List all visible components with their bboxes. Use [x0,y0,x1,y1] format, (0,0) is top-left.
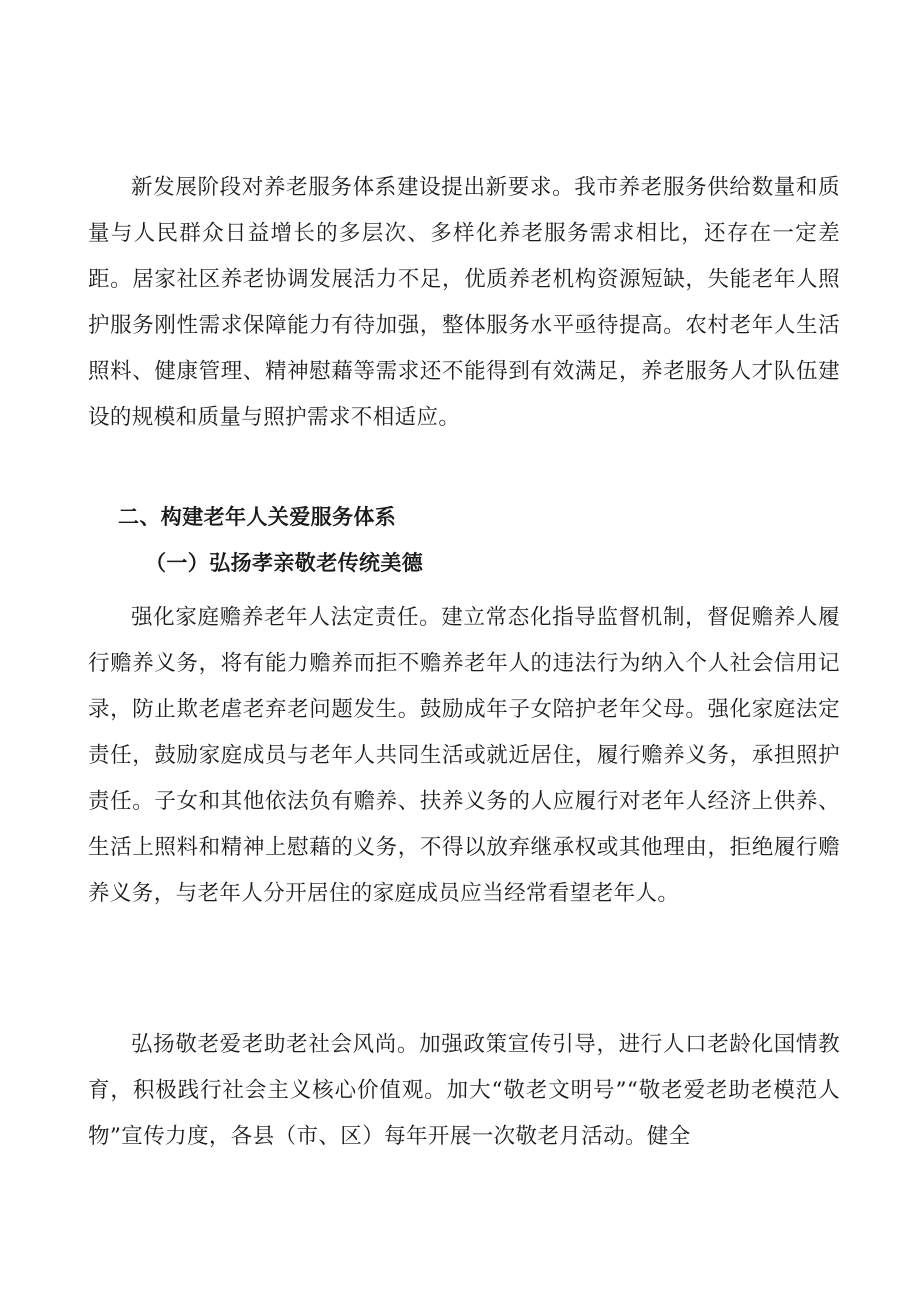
body-paragraph: 新发展阶段对养老服务体系建设提出新要求。我市养老服务供给数量和质量与人民群众日益增长的多层次、多样化养老服务需求相比，还存在一定差距。居家社区养老协调发展活力不足，优质养老机构资源短缺，失能老年人照护服务刚性需求保障能力有待加强，整体服务水平亟待提高。农村老年人生活照料、健康管理、精神慰藉等需求还不能得到有效满足，养老服务人才队伍建设的规模和质量与照护需求不相适应。 [88,175,840,430]
section-heading: 二、构建老年人关爱服务体系 [118,504,397,529]
body-paragraph: 强化家庭赡养老年人法定责任。建立常态化指导监督机制，督促赡养人履行赡养义务，将有能力赡养而拒不赡养老年人的违法行为纳入个人社会信用记录，防止欺老虐老弃老问题发生。鼓励成年子女陪护老年父母。强化家庭法定责任，鼓励家庭成员与老年人共同生活或就近居住，履行赡养义务，承担照护责任。子女和其他依法负有赡养、扶养义务的人应履行对老年人经济上供养、生活上照料和精神上慰藉的义务，不得以放弃继承权或其他理由，拒绝履行赡养义务，与老年人分开居住的家庭成员应当经常看望老年人。 [88,605,840,906]
subsection-heading: （一）弘扬孝亲敬老传统美德 [145,550,424,575]
body-paragraph: 弘扬敬老爱老助老社会风尚。加强政策宣传引导，进行人口老龄化国情教育，积极践行社会主义核心价值观。加大“敬老文明号”“敬老爱老助老模范人物”宣传力度，各县（市、区）每年开展一次敬老月活动。健全 [88,1032,840,1149]
